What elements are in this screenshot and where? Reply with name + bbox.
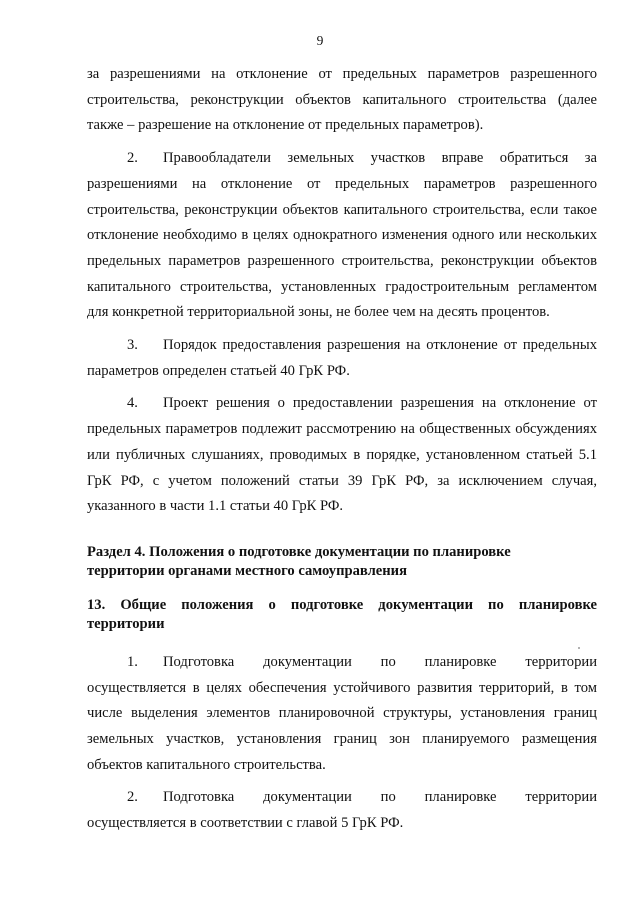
section-heading-line1: Раздел 4. Положения о подготовке документации по планировке [87, 543, 511, 560]
item-number: 2. [127, 789, 138, 806]
article-item-2-paragraph [87, 785, 597, 836]
item-text: Подготовка документации по планировке территории осуществляется в соответствии с главой 5 ГрК РФ. [87, 789, 597, 832]
item-number: 4. [127, 395, 138, 412]
item-number: 2. [127, 150, 138, 167]
scan-speck [578, 647, 580, 649]
section-heading [87, 543, 597, 581]
section-heading-line2: территории органами местного самоуправления [87, 562, 407, 579]
document-body [87, 62, 597, 844]
item-text: Порядок предоставления разрешения на отклонение от предельных параметров определен статьей 40 ГрК РФ. [87, 337, 597, 379]
item-3-paragraph [87, 333, 597, 384]
item-text: Правообладатели земельных участков вправе обратиться за разрешениями на отклонение от предельных параметров разрешенного строительства, реконструкции объектов капитального строительства, если такое отклонение необходимо в целях однократного изменения одного или нескольких предельных параметров разрешенного строительства, реконструкции объектов капитального строительства, установленных градостроительным регламентом для конкретной территориальной зоны, не более чем на десять процентов. [87, 150, 597, 321]
article-heading: 13. Общие положения о подготовке документации по планировке территории [87, 596, 597, 632]
article-item-1-paragraph [87, 650, 597, 779]
item-number: 3. [127, 337, 138, 354]
lead-paragraph: за разрешениями на отклонение от предельных параметров разрешенного строительства, реконструкции объектов капитального строительства (далее также – разрешение на отклонение от предельных параметров). [87, 66, 597, 134]
item-number: 1. [127, 653, 138, 670]
item-text: Проект решения о предоставлении разрешения на отклонение от предельных параметров подлежит рассмотрению на общественных обсуждениях или публичных слушаниях, проводимых в порядке, установленном статьей 5.1 ГрК РФ, с учетом положений статьи 39 ГрК РФ, за исключением случая, указанного в части 1.1 статьи 40 ГрК РФ. [87, 395, 597, 515]
item-4-paragraph [87, 391, 597, 520]
item-2-paragraph [87, 146, 597, 326]
item-text: Подготовка документации по планировке территории осуществляется в целях обеспечения устойчивого развития территорий, в том числе выделения элементов планировочной структуры, установления границ земельных участков, установления границ зон планируемого размещения объектов капитального строительства. [87, 653, 597, 773]
page-number: 9 [316, 33, 324, 48]
